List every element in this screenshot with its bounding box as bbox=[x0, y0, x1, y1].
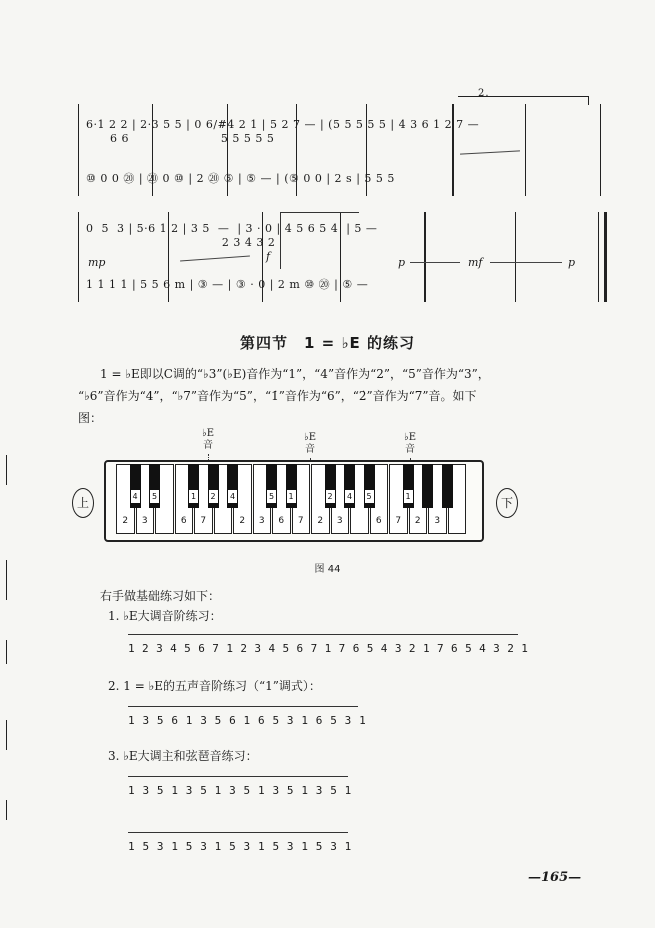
exercise-notes: 1 3 5 6 1 3 5 6 1 6 5 3 1 6 5 3 1 bbox=[128, 714, 367, 727]
paragraph-line: 1 = ♭E即以C调的“♭3”(♭E)音作为“1”，“4”音作为“2”，“5”音作为“3”， bbox=[100, 367, 490, 381]
barline bbox=[598, 212, 599, 302]
white-key-label: 6 bbox=[375, 516, 382, 526]
black-key bbox=[364, 464, 375, 508]
exercise-notes: 1 5 3 1 5 3 1 5 3 1 5 3 1 5 3 1 bbox=[128, 840, 352, 853]
black-key-label: 4 bbox=[132, 492, 138, 501]
white-key-label: 2 bbox=[414, 516, 421, 526]
margin-mark bbox=[6, 560, 7, 600]
margin-mark bbox=[6, 640, 7, 664]
black-key bbox=[422, 464, 433, 508]
black-key bbox=[266, 464, 277, 508]
white-key-label: 7 bbox=[395, 516, 402, 526]
dynamic-f: f bbox=[266, 250, 271, 263]
black-key bbox=[325, 464, 336, 508]
black-key bbox=[188, 464, 199, 508]
barline bbox=[78, 212, 79, 302]
black-key-label: 4 bbox=[346, 492, 353, 501]
exercise-title: 2. 1 = ♭E的五声音阶练习（“1”调式）： bbox=[108, 679, 321, 693]
beam-line bbox=[128, 776, 348, 777]
keyboard-label-left: 上 bbox=[72, 488, 94, 518]
black-key-label: 4 bbox=[229, 492, 236, 501]
page-number: —165— bbox=[528, 870, 582, 885]
black-key-label: 1 bbox=[288, 492, 294, 501]
barline bbox=[515, 212, 516, 302]
black-key bbox=[130, 464, 141, 508]
white-key-label: 3 bbox=[434, 516, 441, 526]
white-key-label: 6 bbox=[180, 516, 187, 526]
black-key bbox=[208, 464, 219, 508]
barline bbox=[424, 212, 426, 302]
key-marker: ♭E 音 bbox=[403, 432, 417, 455]
black-key-label: 1 bbox=[190, 492, 197, 501]
score-upper-line: 6·1 2 2 | 2·3 5 5 | 0 6/#4 2 1 | 5 2 7 — | (5 5 5 5 5 | 4 3 6 1 2 7 — bbox=[86, 118, 480, 131]
black-key bbox=[344, 464, 355, 508]
beam-line bbox=[128, 634, 518, 635]
figure-caption: 图 44 bbox=[314, 564, 341, 575]
hairpin bbox=[180, 256, 250, 262]
white-key-label: 2 bbox=[317, 516, 324, 526]
dynamic-mf: mf bbox=[468, 256, 483, 269]
white-key-label: 3 bbox=[336, 516, 343, 526]
exercise-title: 1. ♭E大调音阶练习： bbox=[108, 609, 222, 623]
exercise-notes: 1 3 5 1 3 5 1 3 5 1 3 5 1 3 5 1 bbox=[128, 784, 352, 797]
barline bbox=[78, 104, 79, 196]
black-key bbox=[403, 464, 414, 508]
white-key-label: 3 bbox=[258, 516, 265, 526]
black-key-label: 2 bbox=[327, 492, 333, 501]
paragraph-line: “♭6”音作为“4”，“♭7”音作为“5”，“1̇”音作为“6”，“2̇”音作为“7”音。如下 bbox=[78, 389, 477, 403]
margin-mark bbox=[6, 720, 7, 750]
hairpin bbox=[460, 150, 520, 154]
volta-label: 2. bbox=[478, 88, 490, 99]
barline bbox=[525, 104, 526, 196]
score-upper-line-2: 6 6 5 5 5 5 5 bbox=[86, 132, 275, 145]
margin-mark bbox=[6, 800, 7, 820]
dynamic-mp: mp bbox=[88, 256, 106, 269]
bracket bbox=[280, 212, 359, 269]
score-lower-line: ⑩ 0 0 ⑳ | ⑳ 0 ⑩ | 2 ⑳ ⑤ | ⑤ — | (⑤ 0 0 | 2 s | 5 5 5 bbox=[86, 172, 395, 185]
dynamic-p: p bbox=[398, 256, 406, 269]
beam-line bbox=[128, 832, 348, 833]
white-key-label: 2 bbox=[122, 516, 129, 526]
black-key-label: 5 bbox=[268, 492, 275, 501]
exercise-title: 3. ♭E大调主和弦琶音练习： bbox=[108, 749, 258, 763]
black-key bbox=[286, 464, 297, 508]
black-key-label: 5 bbox=[366, 492, 372, 501]
black-key-label: 1 bbox=[405, 492, 411, 501]
white-key-label: 6 bbox=[278, 516, 285, 526]
key-marker: ♭E 音 bbox=[303, 432, 317, 455]
margin-mark bbox=[6, 455, 7, 485]
section-title: 第四节 1 = ♭E 的练习 bbox=[240, 334, 415, 352]
score-upper-line-2: 2 3 4 3 2 bbox=[86, 236, 276, 249]
white-key-label: 2 bbox=[239, 516, 246, 526]
score-upper-line: 0 5 3 | 5·6 1 2 | 3 5 — | 3 · 0 | 4 5 6 5 4 | 5 — bbox=[86, 222, 378, 235]
hairpin bbox=[490, 262, 562, 263]
score-lower-line: 1 1 1 1 | 5 5 6 m | ③ — | ③ · 0 | 2 m ⑩ ⑳ | ⑤ — bbox=[86, 278, 369, 291]
hairpin bbox=[410, 262, 460, 263]
paragraph-line: 图： bbox=[78, 411, 103, 425]
black-key bbox=[442, 464, 453, 508]
keyboard-label-right: 下 bbox=[496, 488, 518, 518]
black-key-label: 5 bbox=[151, 492, 158, 501]
dynamic-p: p bbox=[568, 256, 576, 269]
beam-line bbox=[128, 706, 358, 707]
white-key-label: 3 bbox=[141, 516, 148, 526]
black-key bbox=[149, 464, 160, 508]
barline bbox=[604, 212, 607, 302]
black-key bbox=[227, 464, 238, 508]
black-key-label: 2 bbox=[210, 492, 216, 501]
white-key-label: 7 bbox=[297, 516, 304, 526]
key-marker: ♭E 音 bbox=[201, 428, 215, 451]
white-key-label: 7 bbox=[200, 516, 207, 526]
exercise-notes: 1 2 3 4 5 6 7 1 2 3 4 5 6 7 1 7 6 5 4 3 2 1 7 6 5 4 3 2 1 bbox=[128, 642, 529, 655]
exercise-intro: 右手做基础练习如下： bbox=[100, 589, 221, 603]
barline bbox=[600, 104, 601, 196]
